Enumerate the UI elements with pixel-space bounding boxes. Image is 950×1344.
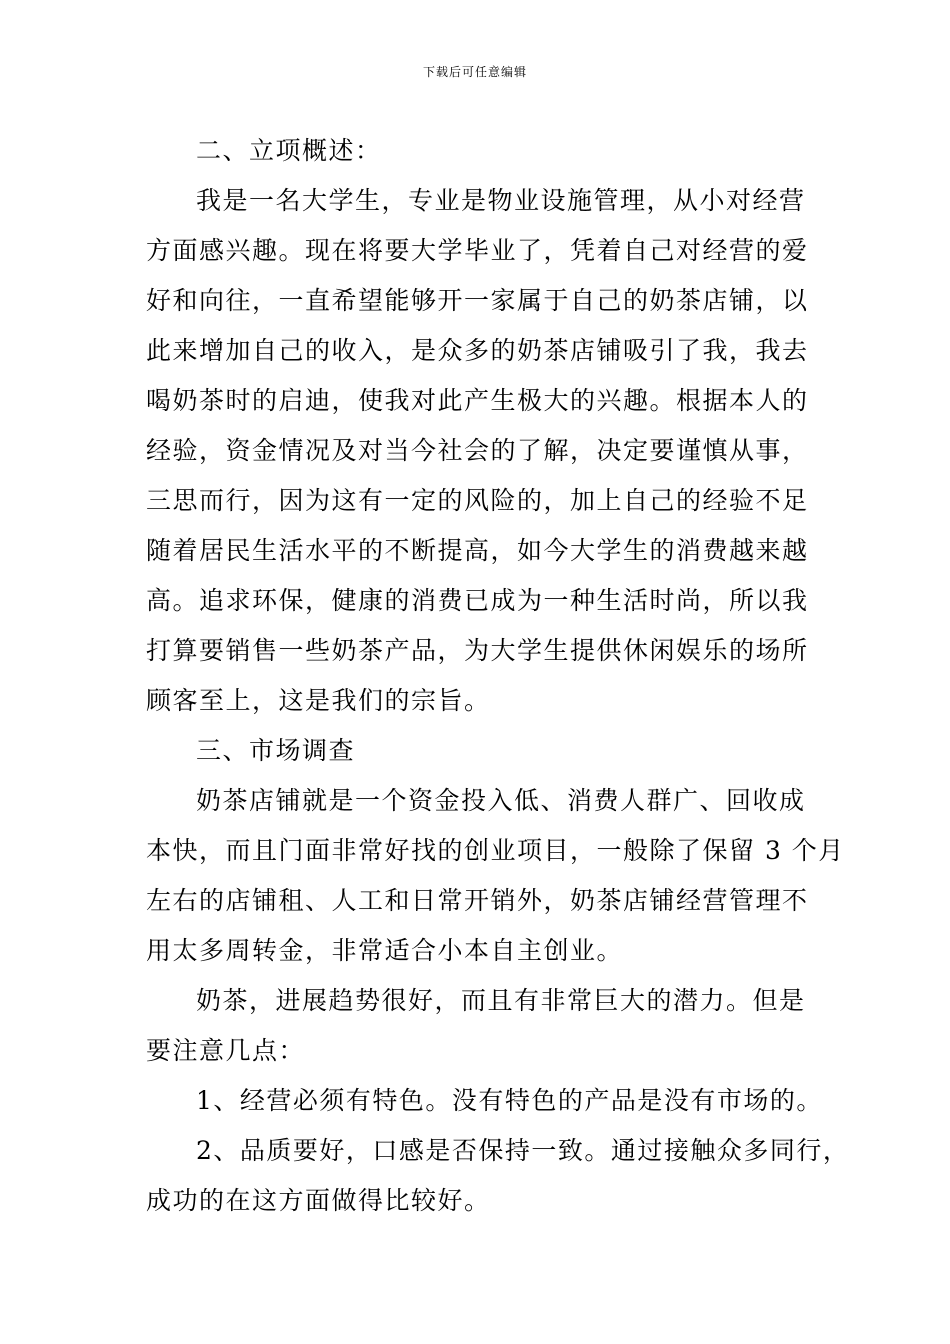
paragraph-line: 打算要销售一些奶茶产品，为大学生提供休闲娱乐的场所 bbox=[146, 636, 809, 665]
paragraph-line: 用太多周转金，非常适合小本自主创业。 bbox=[146, 936, 624, 965]
paragraph-line: 高。追求环保，健康的消费已成为一种生活时尚，所以我 bbox=[146, 586, 809, 615]
paragraph-line: 奶茶，进展趋势很好，而且有非常巨大的潜力。但是 bbox=[196, 986, 806, 1015]
page-header: 下载后可任意编辑 bbox=[422, 65, 527, 79]
paragraph-line: 要注意几点： bbox=[146, 1036, 306, 1065]
paragraph-line: 经验，资金情况及对当今社会的了解，决定要谨慎从事， bbox=[146, 436, 809, 465]
paragraph-line: 喝奶茶时的启迪，使我对此产生极大的兴趣。根据本人的 bbox=[146, 386, 809, 415]
paragraph-line: 顾客至上，这是我们的宗旨。 bbox=[146, 686, 491, 715]
section-heading-market-research: 三、市场调查 bbox=[196, 736, 356, 765]
paragraph-line: 此来增加自己的收入，是众多的奶茶店铺吸引了我，我去 bbox=[146, 336, 809, 365]
paragraph-line: 奶茶店铺就是一个资金投入低、消费人群广、回收成 bbox=[196, 786, 806, 815]
paragraph-line: 方面感兴趣。现在将要大学毕业了，凭着自己对经营的爱 bbox=[146, 236, 809, 265]
section-heading-project-overview: 二、立项概述： bbox=[196, 136, 382, 165]
paragraph-line: 本快，而且门面非常好找的创业项目，一般除了保留 3 个月 bbox=[146, 836, 845, 865]
paragraph-line: 成功的在这方面做得比较好。 bbox=[146, 1186, 491, 1215]
list-item-2: 2、品质要好，口感是否保持一致。通过接触众多同行， bbox=[196, 1136, 850, 1165]
paragraph-line: 三思而行，因为这有一定的风险的，加上自己的经验不足 bbox=[146, 486, 809, 515]
list-item-1: 1、经营必须有特色。没有特色的产品是没有市场的。 bbox=[196, 1086, 823, 1115]
paragraph-line: 左右的店铺租、人工和日常开销外，奶茶店铺经营管理不 bbox=[146, 886, 809, 915]
paragraph-line: 随着居民生活水平的不断提高，如今大学生的消费越来越 bbox=[146, 536, 809, 565]
paragraph-line: 好和向往，一直希望能够开一家属于自己的奶茶店铺，以 bbox=[146, 286, 809, 315]
paragraph-line: 我是一名大学生，专业是物业设施管理，从小对经营 bbox=[196, 186, 806, 215]
